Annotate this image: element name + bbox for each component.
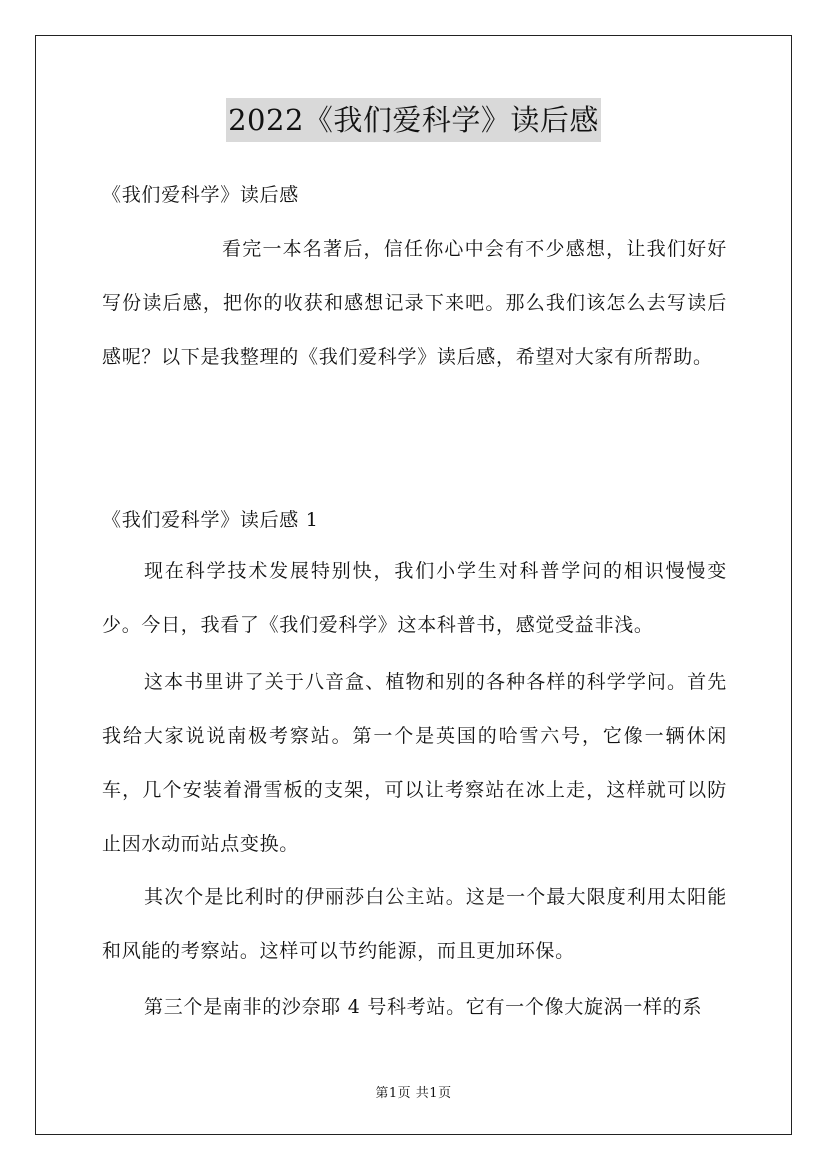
- title-container: [0, 98, 827, 142]
- document-title: 2022《我们爱科学》读后感: [226, 98, 601, 142]
- body-paragraph-4: 第三个是南非的沙奈耶 4 号科考站。它有一个像大旋涡一样的系: [144, 996, 703, 1018]
- page-number-footer: 第1页 共1页: [375, 1086, 452, 1101]
- body-paragraph-3: 其次个是比利时的伊丽莎白公主站。这是一个最大限度利用太阳能和风能的考察站。这样可以节约能源，而且更加环保。: [102, 886, 727, 962]
- body-paragraph-2: 这本书里讲了关于八音盒、植物和别的各种各样的科学学问。首先我给大家说说南极考察站。第一个是英国的哈雪六号，它像一辆休闲车，几个安装着滑雪板的支架，可以让考察站在冰上走，这样就可以防止因水动而站点变换。: [102, 671, 727, 855]
- body-paragraph-1: 现在科学技术发展特别快，我们小学生对科普学问的相识慢慢变少。今日，我看了《我们爱科学》这本科普书，感觉受益非浅。: [102, 560, 727, 636]
- section-heading: 《我们爱科学》读后感 1: [102, 509, 319, 531]
- intro-heading: 《我们爱科学》读后感: [102, 184, 300, 206]
- intro-paragraph: 看完一本名著后，信任你心中会有不少感想，让我们好好写份读后感，把你的收获和感想记录下来吧。那么我们该怎么去写读后感呢？以下是我整理的《我们爱科学》读后感，希望对大家有所帮助。: [102, 238, 727, 368]
